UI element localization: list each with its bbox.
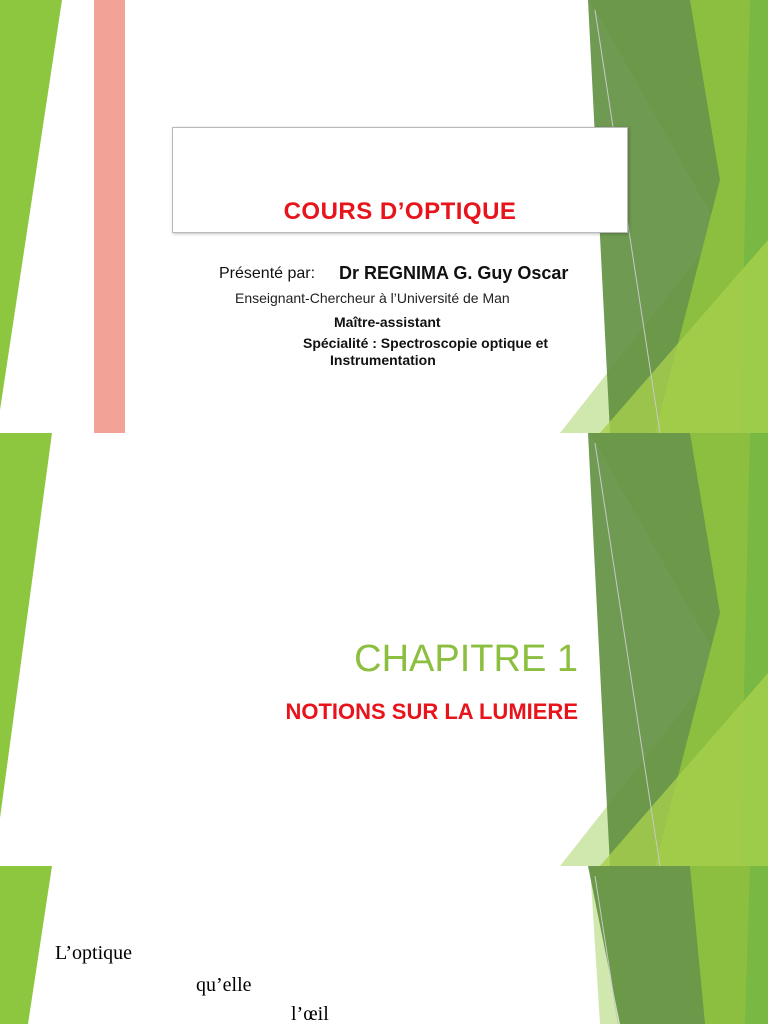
presenter-name: Dr REGNIMA G. Guy Oscar (339, 263, 569, 283)
chapter-subtitle: NOTIONS SUR LA LUMIERE (285, 699, 578, 724)
left-green-triangle (0, 433, 52, 818)
academic-rank: Maître-assistant (334, 314, 441, 330)
slide-chapter (0, 433, 768, 866)
slide-intro (0, 866, 768, 1024)
intro-text-line-2: qu’elle (196, 974, 252, 996)
left-green-triangle (0, 866, 52, 1024)
chapter-heading: CHAPITRE 1 (354, 638, 578, 680)
title-box (172, 127, 628, 233)
left-green-triangle (0, 0, 62, 410)
slide-title (0, 0, 768, 433)
specialty-line-2: Instrumentation (330, 352, 436, 368)
presented-by-label: Présenté par: (219, 265, 316, 282)
intro-text-line-3: l’œil (291, 1003, 329, 1024)
intro-text-line-1: L’optique (55, 942, 133, 964)
pink-accent-bar (94, 0, 125, 433)
specialty-line-1: Spécialité : Spectroscopie optique et (303, 335, 549, 351)
course-title: COURS D’OPTIQUE (283, 198, 517, 225)
affiliation: Enseignant-Chercheur à l’Université de Man (235, 290, 510, 306)
